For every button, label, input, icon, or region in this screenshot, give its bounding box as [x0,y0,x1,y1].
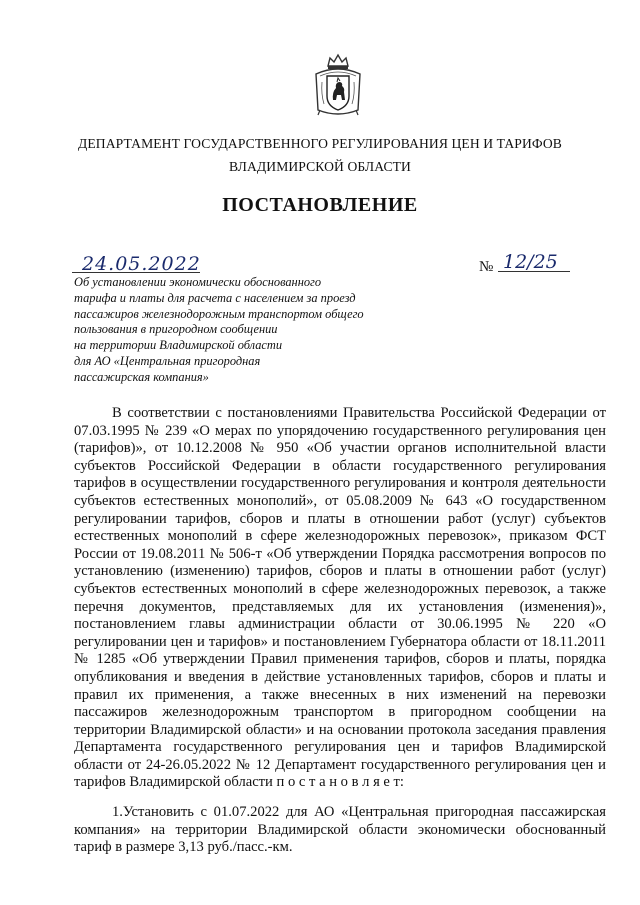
document-title: ПОСТАНОВЛЕНИЕ [222,194,418,216]
subject-line: для АО «Центральная пригородная [74,353,261,368]
document-subject [74,275,404,386]
coat-of-arms-icon [310,52,366,118]
resolution-item-1: 1.Установить с 01.07.2022 для АО «Центральная пригородная пассажирская компания» на территории Владимирской области экономически обоснованный тариф в размере 3,13 руб./пасс.-км. [74,804,606,856]
subject-line: пассажирская компания» [74,369,209,384]
resolution-section [74,804,606,857]
subject-line: тарифа и платы для расчета с населением за проезд [74,290,356,305]
subject-line: пассажиров железнодорожным транспортом общего [74,306,364,321]
date-underline [72,272,200,273]
document-date: 24.05.2022 [82,253,201,275]
subject-line: на территории Владимирской области [74,338,283,353]
department-region: ВЛАДИМИРСКОЙ ОБЛАСТИ [229,159,411,174]
subject-line: Об установлении экономически обоснованного [74,275,322,289]
preamble-section [74,405,606,792]
subject-line: пользования в пригородном сообщении [74,322,278,337]
preamble-paragraph: В соответствии с постановлениями Правительства Российской Федерации от 07.03.1995 № 239 «О мерах по упорядочению государственного регулирования цен (тарифов)», от 10.12.2008 № 950 «Об участии органов исполнительной власти субъектов Российской Федерации в области государственного регулирования тарифов в осуществлении государственного регулирования и контроля деятельности субъектов естественных монополий», от 05.08.2009 № 643 «О государственном регулировании тарифов, сборов и платы в отношении работ (услуг) субъектов естественных монополий в сфере железнодорожных перевозок», приказом ФСТ России от 19.08.2011 № 506-т «Об утверждении Порядка рассмотрения вопросов по установлению (изменению) тарифов, сборов и платы в отношении работ (услуг) субъектов естественных монополий в сфере железнодорожных перевозок, а также перечня документов, представляемых для их установления (изменения)», постановлением главы администрации области от 30.06.1995 № 220 «О регулировании цен и тарифов» и постановлением Губернатора области от 18.11.2011 № 1285 «Об утверждении Правил применения тарифов, сборов и платы, порядка опубликования и введения в действие установленных тарифов, сборов и платы и правил их применения, а также внесенных в них изменений на перевозки пассажиров железнодорожным транспортом в пригородном сообщении на территории Владимирской области» и на основании протокола заседания правления Департамента государственного регулирования цен и тарифов Владимирской области от 24-26.05.2022 № 12 Департамент государственного регулирования цен и тарифов Владимирской области п о с т а н о в л я е т: [74,405,606,791]
number-underline [498,271,570,272]
document-number: 12/25 [503,251,558,273]
department-name: ДЕПАРТАМЕНТ ГОСУДАРСТВЕННОГО РЕГУЛИРОВАНИЯ ЦЕН И ТАРИФОВ [78,136,562,151]
number-label: № [479,259,494,275]
